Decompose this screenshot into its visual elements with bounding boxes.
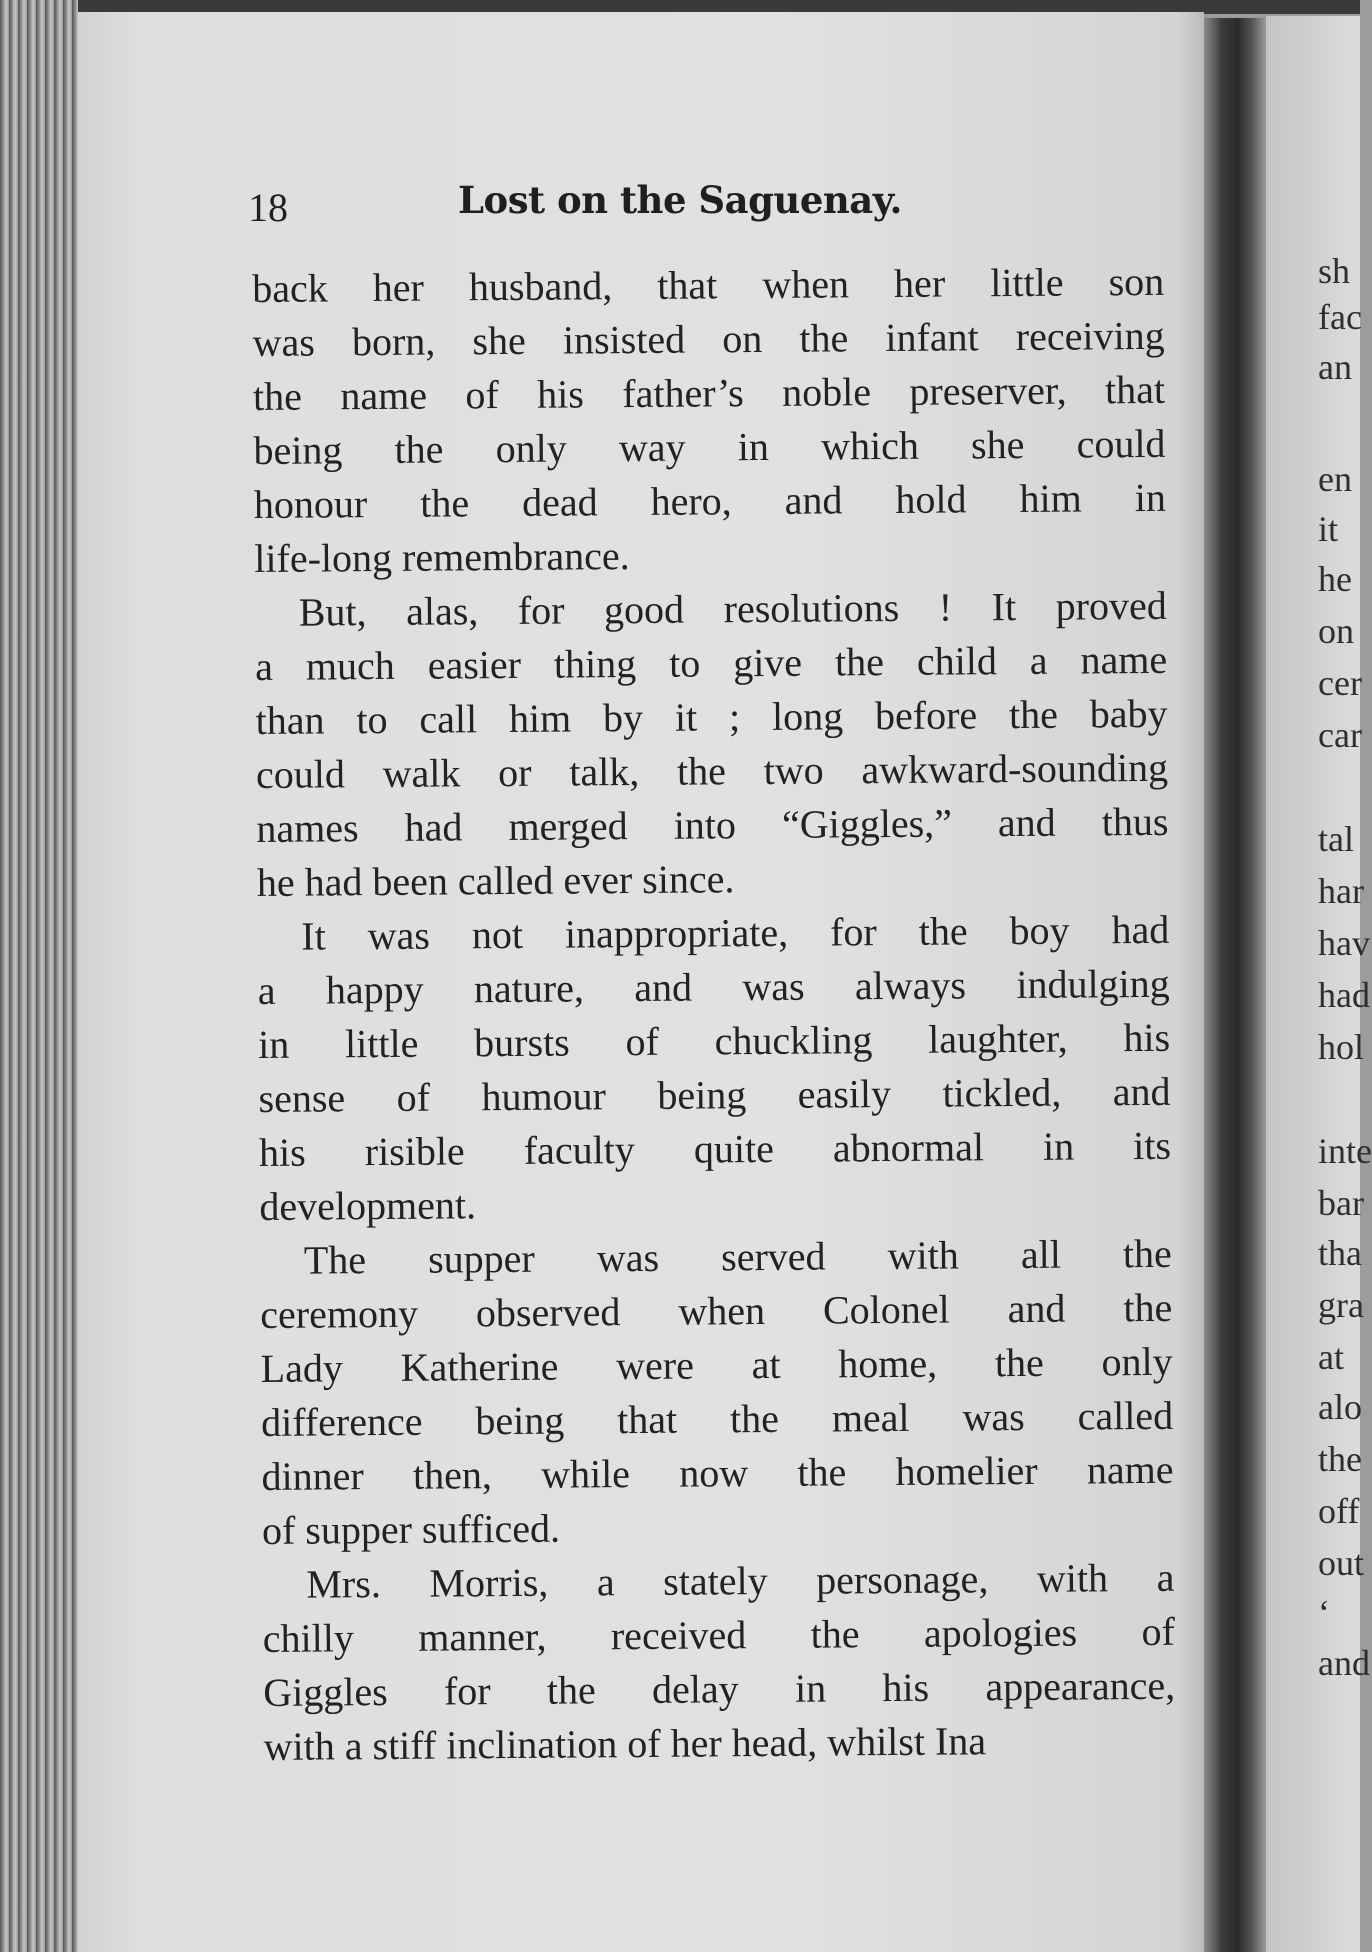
body-text <box>252 255 1176 1774</box>
facing-page-fragment: hol <box>1318 1027 1365 1067</box>
text-line: honour the dead hero, and hold him in <box>253 474 1167 527</box>
facing-page-fragment: en <box>1318 459 1352 499</box>
facing-page-fragment: car <box>1318 715 1362 755</box>
facing-page-fragment: the <box>1318 1439 1362 1479</box>
facing-page-fragment: cer <box>1318 663 1362 703</box>
text-line: with a stiff inclination of her head, whilst Ina <box>263 1718 987 1769</box>
text-line: difference being that the meal was called <box>260 1392 1174 1445</box>
facing-page <box>1266 16 1372 1952</box>
text-line: names had merged into “Giggles,” and thus <box>256 798 1169 851</box>
facing-page-fragment: tal <box>1318 819 1354 859</box>
text-line: The supper was served with all the <box>303 1230 1172 1283</box>
text-line: was born, she insisted on the infant receiving <box>252 312 1165 365</box>
text-line: Lady Katherine were at home, the only <box>260 1338 1173 1391</box>
book-gutter <box>1204 18 1266 1952</box>
text-line: a happy nature, and was always indulging <box>257 960 1170 1013</box>
facing-page-fragment: out <box>1318 1543 1365 1583</box>
text-line: life-long remembrance. <box>254 533 630 581</box>
text-line: back her husband, that when her little son <box>252 258 1165 311</box>
page-number: 18 <box>248 185 288 230</box>
facing-page-fragment: and <box>1318 1643 1370 1683</box>
facing-page-fragment: ‘ <box>1318 1593 1330 1633</box>
text-line: Mrs. Morris, a stately personage, with a <box>306 1554 1175 1607</box>
text-line: his risible faculty quite abnormal in its <box>258 1122 1172 1175</box>
facing-page-fragment: an <box>1318 347 1352 387</box>
text-line: than to call him by it ; long before the baby <box>255 690 1168 743</box>
text-line: But, alas, for good resolutions ! It proved <box>298 582 1167 635</box>
text-line: ceremony observed when Colonel and the <box>260 1284 1173 1337</box>
text-line: the name of his father’s noble preserver, that <box>252 366 1166 419</box>
facing-page-fragment: inte <box>1318 1131 1372 1171</box>
text-line: Giggles for the delay in his appearance, <box>263 1662 1176 1715</box>
facing-page-fragment: sh <box>1318 251 1351 291</box>
text-line: being the only way in which she could <box>253 420 1166 473</box>
text-line: he had been called ever since. <box>256 856 735 905</box>
text-line: sense of humour being easily tickled, and <box>258 1068 1171 1121</box>
text-line: could walk or talk, the two awkward-sounding <box>255 744 1169 797</box>
facing-page-fragment: had <box>1318 975 1370 1015</box>
facing-page-fragment: on <box>1318 611 1354 651</box>
page-header <box>248 178 948 234</box>
text-line: a much easier thing to give the child a name <box>255 636 1168 689</box>
facing-page-fragment: bar <box>1318 1183 1364 1223</box>
book-page-edges <box>0 0 78 1952</box>
facing-page-fragment: it <box>1318 509 1339 549</box>
facing-page-fragment: he <box>1318 559 1352 599</box>
facing-page-fragment: tha <box>1318 1233 1362 1273</box>
running-title: Lost on the Saguenay. <box>458 178 902 222</box>
paragraph <box>252 255 1167 586</box>
facing-page-fragment: off <box>1318 1491 1360 1531</box>
facing-page-fragment: at <box>1318 1337 1344 1377</box>
facing-page-fragment: har <box>1318 871 1364 911</box>
facing-page-fragment: gra <box>1318 1285 1364 1325</box>
text-line: dinner then, while now the homelier name <box>261 1446 1174 1499</box>
paragraph <box>257 903 1172 1234</box>
facing-page-fragment: alo <box>1318 1387 1362 1427</box>
paragraph <box>260 1227 1175 1558</box>
text-line: It was not inappropriate, for the boy had <box>301 906 1170 959</box>
facing-page-fragment: hav <box>1318 923 1370 963</box>
paragraph <box>255 579 1170 910</box>
text-line: of supper sufficed. <box>261 1505 561 1553</box>
facing-page-fragment: fac <box>1318 297 1362 337</box>
text-line: in little bursts of chuckling laughter, his <box>257 1014 1171 1067</box>
paragraph <box>262 1551 1176 1774</box>
text-line: development. <box>259 1182 477 1229</box>
text-line: chilly manner, received the apologies of <box>262 1608 1175 1661</box>
